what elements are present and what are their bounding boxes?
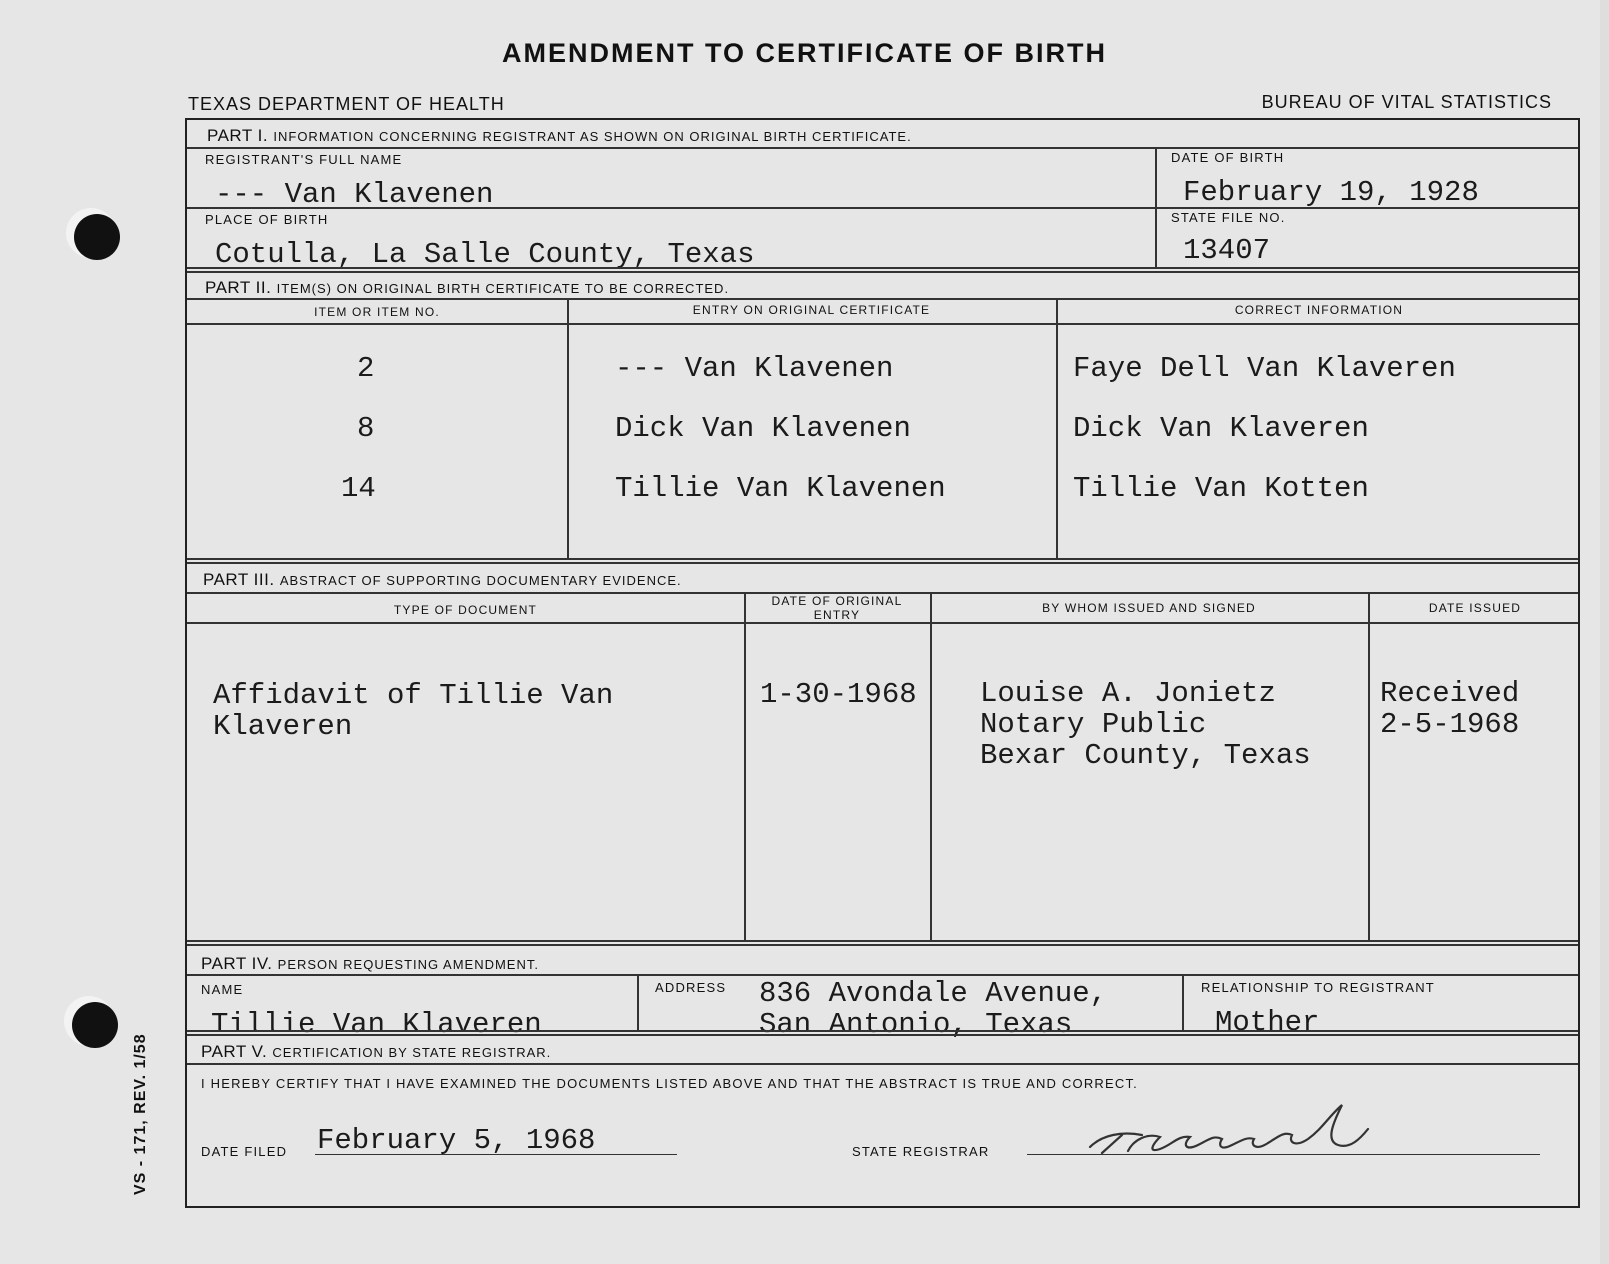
document-type-column-header: TYPE OF DOCUMENT: [393, 603, 538, 617]
correction-original-entry: Dick Van Klavenen: [615, 412, 911, 445]
state-registrar-label: STATE REGISTRAR: [852, 1144, 990, 1159]
relationship-value: Mother: [1215, 1006, 1320, 1039]
certification-statement: I HEREBY CERTIFY THAT I HAVE EXAMINED THE DOCUMENTS LISTED ABOVE AND THAT THE ABSTRACT IS TRUE AND CORRECT.: [201, 1076, 1138, 1091]
place-of-birth-label: PLACE OF BIRTH: [205, 212, 329, 227]
correction-original-entry: Tillie Van Klavenen: [615, 472, 946, 505]
date-of-birth-label: DATE OF BIRTH: [1171, 150, 1285, 165]
issued-by-value: Louise A. Jonietz Notary Public Bexar County, Texas: [980, 677, 1311, 772]
date-issued-column-header: DATE ISSUED: [1428, 601, 1522, 615]
relationship-label: RELATIONSHIP TO REGISTRANT: [1201, 980, 1435, 995]
document-title: AMENDMENT TO CERTIFICATE OF BIRTH: [502, 38, 1107, 68]
form-code: VS - 171, REV. 1/58: [132, 1033, 149, 1195]
correction-correct-information: Tillie Van Kotten: [1073, 472, 1369, 505]
date-original-entry-column-header: DATE OF ORIGINAL ENTRY: [771, 594, 903, 622]
issued-by-column-header: BY WHOM ISSUED AND SIGNED: [1042, 601, 1256, 615]
bureau-name: BUREAU OF VITAL STATISTICS: [1261, 92, 1552, 112]
date-original-entry-value: 1-30-1968: [760, 678, 917, 711]
correction-item-number: 14: [341, 472, 376, 505]
part4-heading: PART IV. PERSON REQUESTING AMENDMENT.: [201, 954, 539, 973]
correction-correct-information: Dick Van Klaveren: [1073, 412, 1369, 445]
correct-information-column-header: CORRECT INFORMATION: [1234, 303, 1404, 317]
punch-hole: [74, 214, 120, 260]
state-file-no-label: STATE FILE NO.: [1171, 210, 1286, 225]
part3-heading: PART III. ABSTRACT OF SUPPORTING DOCUMENTARY EVIDENCE.: [203, 570, 682, 589]
address-label: ADDRESS: [655, 980, 727, 995]
certificate-form: [185, 118, 1580, 1208]
registrar-signature: [1082, 1095, 1372, 1165]
part2-heading: PART II. ITEM(S) ON ORIGINAL BIRTH CERTIFICATE TO BE CORRECTED.: [205, 278, 730, 297]
requester-name-label: NAME: [201, 982, 244, 997]
document-type-value: Affidavit of Tillie Van Klaveren: [213, 679, 614, 743]
address-value: 836 Avondale Avenue, San Antonio, Texas: [759, 977, 1108, 1041]
correction-correct-information: Faye Dell Van Klaveren: [1073, 352, 1456, 385]
correction-original-entry: --- Van Klavenen: [615, 352, 894, 385]
date-filed-value: February 5, 1968: [317, 1124, 596, 1157]
requester-name-value: Tillie Van Klaveren: [211, 1008, 542, 1041]
punch-hole: [72, 1002, 118, 1048]
part1-heading: PART I. INFORMATION CONCERNING REGISTRANT AS SHOWN ON ORIGINAL BIRTH CERTIFICATE.: [207, 126, 912, 145]
item-number-column-header: ITEM OR ITEM NO.: [314, 305, 440, 319]
place-of-birth-value: Cotulla, La Salle County, Texas: [215, 238, 755, 271]
date-of-birth-value: February 19, 1928: [1183, 176, 1479, 209]
registrant-name-label: REGISTRANT'S FULL NAME: [205, 152, 403, 167]
registrant-name-value: --- Van Klavenen: [215, 178, 494, 211]
correction-item-number: 8: [357, 412, 375, 445]
department-name: TEXAS DEPARTMENT OF HEALTH: [188, 94, 505, 114]
original-entry-column-header: ENTRY ON ORIGINAL CERTIFICATE: [692, 303, 931, 317]
date-issued-value: Received 2-5-1968: [1380, 677, 1520, 741]
part5-heading: PART V. CERTIFICATION BY STATE REGISTRAR.: [201, 1042, 552, 1061]
date-filed-label: DATE FILED: [201, 1144, 288, 1159]
correction-item-number: 2: [357, 352, 375, 385]
state-file-no-value: 13407: [1183, 234, 1271, 267]
